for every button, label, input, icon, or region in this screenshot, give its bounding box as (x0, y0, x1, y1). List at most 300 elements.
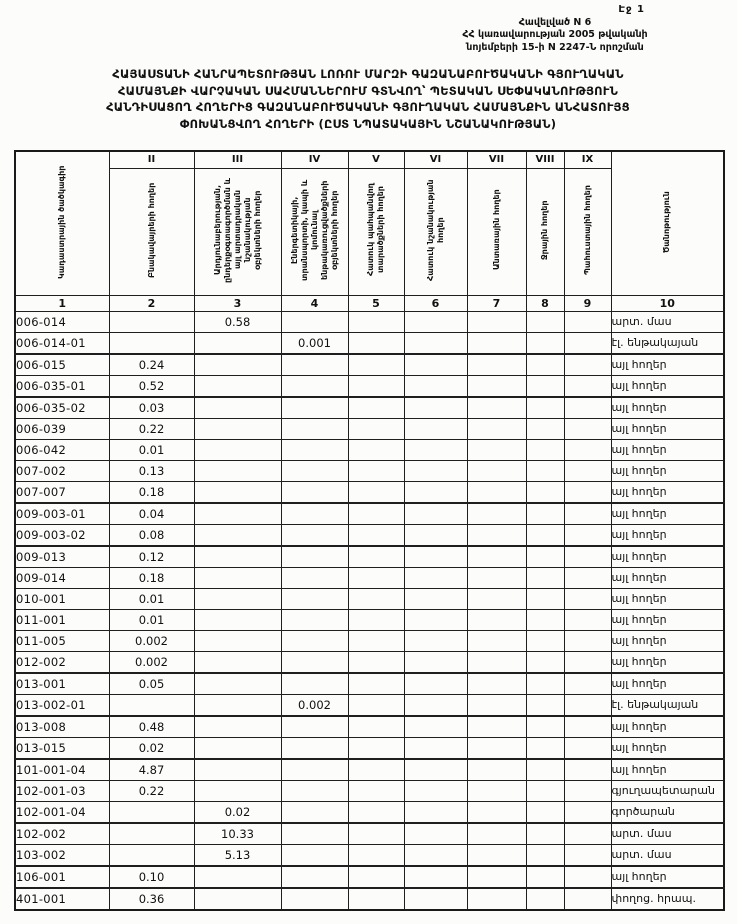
value-cell (281, 461, 348, 482)
value-cell (467, 354, 526, 376)
value-cell (564, 546, 611, 568)
code-cell: 006-042 (15, 440, 109, 461)
value-cell (467, 759, 526, 781)
value-cell (564, 802, 611, 824)
value-cell (404, 631, 467, 652)
value-cell (348, 888, 404, 910)
value-cell (467, 589, 526, 610)
note-cell: այլ հողեր (611, 440, 724, 461)
table-row (15, 482, 724, 504)
annex-block (425, 17, 685, 54)
code-cell: 102-002 (15, 823, 109, 845)
note-cell: այլ հողեր (611, 652, 724, 674)
value-cell: 0.02 (194, 802, 281, 824)
table-row (15, 589, 724, 610)
code-cell: 011-005 (15, 631, 109, 652)
column-label-8 (526, 168, 564, 295)
column-digit-6: 6 (404, 296, 467, 312)
value-cell (194, 503, 281, 525)
note-cell: այլ հողեր (611, 482, 724, 504)
value-cell (194, 610, 281, 631)
table-row (15, 376, 724, 398)
value-cell (404, 589, 467, 610)
value-cell: 0.01 (109, 610, 194, 631)
note-cell: այլ հողեր (611, 759, 724, 781)
value-cell (467, 376, 526, 398)
code-cell: 102-001-04 (15, 802, 109, 824)
value-cell (467, 738, 526, 760)
value-cell (194, 546, 281, 568)
value-cell (526, 440, 564, 461)
value-cell (467, 610, 526, 631)
value-cell (281, 802, 348, 824)
title-line-4: ՓՈԽԱՆՑՎՈՂ ՀՈՂԵՐԻ (ԸՍՏ ՆՊԱՏԱԿԱՅԻՆ ՆՇԱՆԱԿՈՒԹՅԱՆ) (179, 117, 557, 132)
value-cell (564, 845, 611, 867)
value-cell (194, 631, 281, 652)
value-cell (281, 568, 348, 589)
value-cell (404, 568, 467, 589)
column-digit-9: 9 (564, 296, 611, 312)
value-cell (348, 503, 404, 525)
code-cell: 013-008 (15, 716, 109, 738)
value-cell (404, 716, 467, 738)
value-cell (281, 866, 348, 888)
table-row (15, 546, 724, 568)
column-label-4-text: Էներգետիկայի, տրանսպորտի, կապի և կոմունալ ենթակառուցվածքների օբյեկտների հողեր (289, 179, 339, 281)
value-cell (467, 312, 526, 333)
value-cell (281, 312, 348, 333)
code-cell: 009-013 (15, 546, 109, 568)
table-row (15, 397, 724, 419)
value-cell (109, 333, 194, 355)
value-cell: 4.87 (109, 759, 194, 781)
table-row (15, 461, 724, 482)
value-cell: 0.02 (109, 738, 194, 760)
value-cell (467, 866, 526, 888)
code-cell: 106-001 (15, 866, 109, 888)
table-row (15, 354, 724, 376)
value-cell (281, 631, 348, 652)
value-cell (348, 482, 404, 504)
code-cell: 009-003-01 (15, 503, 109, 525)
value-cell (404, 759, 467, 781)
value-cell (404, 354, 467, 376)
value-cell: 5.13 (194, 845, 281, 867)
value-cell (526, 354, 564, 376)
column-label-1-text: Կադաստրային ծածկագիր (57, 165, 67, 279)
value-cell (109, 845, 194, 867)
value-cell: 0.12 (109, 546, 194, 568)
value-cell (526, 888, 564, 910)
value-cell (526, 610, 564, 631)
value-cell (404, 482, 467, 504)
value-cell: 10.33 (194, 823, 281, 845)
column-digit-3: 3 (194, 296, 281, 312)
note-cell: էլ. ենթակայան (611, 333, 724, 355)
table-row (15, 823, 724, 845)
value-cell (404, 652, 467, 674)
value-cell (564, 461, 611, 482)
value-cell: 0.22 (109, 781, 194, 802)
value-cell (348, 759, 404, 781)
value-cell (564, 354, 611, 376)
code-cell: 013-001 (15, 673, 109, 695)
value-cell (194, 866, 281, 888)
note-cell: այլ հողեր (611, 354, 724, 376)
value-cell (348, 461, 404, 482)
note-cell: այլ հողեր (611, 866, 724, 888)
value-cell (404, 525, 467, 547)
value-cell (194, 354, 281, 376)
value-cell (404, 546, 467, 568)
value-cell (348, 589, 404, 610)
value-cell (109, 695, 194, 717)
value-cell (404, 695, 467, 717)
value-cell (194, 376, 281, 398)
title-line-1: ՀԱՅԱՍՏԱՆԻ ՀԱՆՐԱՊԵՏՈՒԹՅԱՆ ԼՈՌՈՒ ՄԱՐԶԻ ԳԱԶԱՆԱԲՈՒԾԱԿԱՆԻ ԳՅՈՒՂԱԿԱՆ (112, 67, 624, 81)
value-cell (281, 482, 348, 504)
column-label-2 (109, 168, 194, 295)
note-cell: այլ հողեր (611, 397, 724, 419)
table-row (15, 802, 724, 824)
value-cell (194, 888, 281, 910)
value-cell (109, 823, 194, 845)
value-cell (564, 716, 611, 738)
value-cell (564, 759, 611, 781)
note-cell: այլ հողեր (611, 376, 724, 398)
value-cell (467, 482, 526, 504)
value-cell (564, 888, 611, 910)
code-cell: 006-014-01 (15, 333, 109, 355)
value-cell (526, 631, 564, 652)
code-cell: 006-014 (15, 312, 109, 333)
value-cell (194, 419, 281, 440)
value-cell (526, 673, 564, 695)
value-cell: 0.01 (109, 589, 194, 610)
column-numeral-7: VII (467, 151, 526, 168)
value-cell (281, 354, 348, 376)
value-cell (348, 440, 404, 461)
value-cell (194, 716, 281, 738)
decree-line-1: ՀՀ կառավարության 2005 թվականի (462, 29, 648, 41)
value-cell (467, 461, 526, 482)
note-cell: այլ հողեր (611, 525, 724, 547)
code-cell: 009-003-02 (15, 525, 109, 547)
value-cell (467, 652, 526, 674)
value-cell (564, 525, 611, 547)
note-cell: արտ. մաս (611, 845, 724, 867)
value-cell (281, 419, 348, 440)
value-cell (404, 738, 467, 760)
column-label-10-text: Ծանոթություն (662, 191, 672, 253)
value-cell (348, 738, 404, 760)
note-cell: այլ հողեր (611, 716, 724, 738)
value-cell (348, 866, 404, 888)
value-cell (526, 376, 564, 398)
annex-label: Հավելված N 6 (518, 17, 592, 28)
column-label-7-text: Անտառային հողեր (491, 189, 501, 271)
column-digit-4: 4 (281, 296, 348, 312)
column-label-10 (611, 151, 724, 296)
value-cell (348, 631, 404, 652)
value-cell (281, 610, 348, 631)
column-digit-7: 7 (467, 296, 526, 312)
column-label-4 (281, 168, 348, 295)
page-number: Էջ 1 (618, 4, 645, 15)
value-cell (348, 716, 404, 738)
table-row (15, 845, 724, 867)
value-cell (404, 866, 467, 888)
column-label-6 (404, 168, 467, 295)
value-cell (348, 823, 404, 845)
note-cell: այլ հողեր (611, 610, 724, 631)
column-label-3 (194, 168, 281, 295)
value-cell (194, 333, 281, 355)
value-cell (404, 823, 467, 845)
value-cell (564, 673, 611, 695)
value-cell (404, 397, 467, 419)
column-label-6-text: Հատուկ նշանակության հողեր (425, 179, 445, 281)
table-row (15, 610, 724, 631)
value-cell (281, 503, 348, 525)
value-cell: 0.48 (109, 716, 194, 738)
title-line-3: ՀԱՆԴԻՍԱՑՈՂ ՀՈՂԵՐԻՑ ԳԱԶԱՆԱԲՈՒԾԱԿԱՆԻ ԳՅՈՒՂԱԿԱՆ ՀԱՄԱՅՆՔԻՆ ԱՆՀԱՏՈՒՅՑ (106, 100, 630, 115)
value-cell (467, 568, 526, 589)
value-cell (281, 845, 348, 867)
column-digit-2: 2 (109, 296, 194, 312)
value-cell: 0.002 (109, 631, 194, 652)
value-cell (526, 823, 564, 845)
value-cell (281, 888, 348, 910)
value-cell (564, 866, 611, 888)
value-cell (526, 759, 564, 781)
note-cell: այլ հողեր (611, 673, 724, 695)
value-cell (109, 312, 194, 333)
value-cell (348, 673, 404, 695)
column-label-5 (348, 168, 404, 295)
value-cell (281, 397, 348, 419)
column-numeral-8: VIII (526, 151, 564, 168)
value-cell (526, 866, 564, 888)
value-cell (281, 652, 348, 674)
value-cell (564, 312, 611, 333)
value-cell (467, 673, 526, 695)
code-cell: 007-007 (15, 482, 109, 504)
value-cell (467, 845, 526, 867)
value-cell (467, 823, 526, 845)
value-cell (526, 503, 564, 525)
note-cell: այլ հողեր (611, 589, 724, 610)
value-cell (109, 802, 194, 824)
table-row (15, 759, 724, 781)
value-cell (194, 589, 281, 610)
value-cell: 0.001 (281, 333, 348, 355)
code-cell: 006-035-01 (15, 376, 109, 398)
value-cell (564, 397, 611, 419)
code-cell: 011-001 (15, 610, 109, 631)
value-cell (564, 823, 611, 845)
note-cell: գյուղապետարան (611, 781, 724, 802)
table-row (15, 888, 724, 910)
note-cell: փողոց. հրապ. (611, 888, 724, 910)
value-cell (526, 482, 564, 504)
table-row (15, 503, 724, 525)
note-cell: այլ հողեր (611, 503, 724, 525)
value-cell (467, 397, 526, 419)
title-line-2: ՀԱՄԱՅՆՔԻ ՎԱՐՉԱԿԱՆ ՍԱՀՄԱՆՆԵՐՈՒՄ ԳՏՆՎՈՂ՝ ՊԵՏԱԿԱՆ ՍԵՓԱԿԱՆՈՒԹՅՈՒՆ (118, 83, 618, 98)
value-cell (281, 738, 348, 760)
column-label-2-text: Բնակավայրերի հողեր (146, 182, 156, 278)
value-cell (404, 802, 467, 824)
value-cell: 0.18 (109, 482, 194, 504)
value-cell (564, 440, 611, 461)
value-cell (194, 738, 281, 760)
value-cell (194, 482, 281, 504)
value-cell (467, 546, 526, 568)
value-cell (564, 781, 611, 802)
value-cell (467, 631, 526, 652)
value-cell (194, 461, 281, 482)
value-cell (281, 673, 348, 695)
value-cell: 0.04 (109, 503, 194, 525)
value-cell: 0.08 (109, 525, 194, 547)
code-cell: 010-001 (15, 589, 109, 610)
value-cell (281, 546, 348, 568)
value-cell (348, 652, 404, 674)
value-cell (348, 802, 404, 824)
code-cell: 007-002 (15, 461, 109, 482)
value-cell (526, 695, 564, 717)
value-cell: 0.10 (109, 866, 194, 888)
column-numeral-5: V (348, 151, 404, 168)
value-cell (194, 673, 281, 695)
value-cell (348, 610, 404, 631)
value-cell (564, 482, 611, 504)
value-cell (526, 461, 564, 482)
value-cell (348, 419, 404, 440)
value-cell: 0.01 (109, 440, 194, 461)
value-cell: 0.24 (109, 354, 194, 376)
column-numeral-2: II (109, 151, 194, 168)
value-cell (526, 845, 564, 867)
table-row (15, 568, 724, 589)
table-row (15, 738, 724, 760)
value-cell (564, 738, 611, 760)
value-cell (404, 610, 467, 631)
value-cell (526, 738, 564, 760)
value-cell (526, 312, 564, 333)
document-title (38, 66, 698, 133)
value-cell (467, 695, 526, 717)
value-cell (467, 888, 526, 910)
value-cell (348, 397, 404, 419)
value-cell (526, 546, 564, 568)
value-cell (348, 525, 404, 547)
value-cell (194, 568, 281, 589)
value-cell (467, 440, 526, 461)
value-cell (526, 781, 564, 802)
table-row (15, 525, 724, 547)
code-cell: 102-001-03 (15, 781, 109, 802)
value-cell: 0.03 (109, 397, 194, 419)
code-cell: 101-001-04 (15, 759, 109, 781)
value-cell (564, 695, 611, 717)
value-cell: 0.002 (281, 695, 348, 717)
code-cell: 006-015 (15, 354, 109, 376)
value-cell (348, 695, 404, 717)
value-cell (404, 333, 467, 355)
table-row (15, 419, 724, 440)
value-cell (281, 759, 348, 781)
value-cell (348, 781, 404, 802)
note-cell: էլ. ենթակայան (611, 695, 724, 717)
value-cell: 0.58 (194, 312, 281, 333)
value-cell (564, 652, 611, 674)
value-cell (194, 695, 281, 717)
value-cell (404, 440, 467, 461)
value-cell (404, 888, 467, 910)
value-cell: 0.22 (109, 419, 194, 440)
table-row (15, 673, 724, 695)
value-cell: 0.36 (109, 888, 194, 910)
value-cell: 0.05 (109, 673, 194, 695)
note-cell: այլ հողեր (611, 419, 724, 440)
note-cell: այլ հողեր (611, 738, 724, 760)
value-cell (194, 759, 281, 781)
value-cell (348, 376, 404, 398)
code-cell: 013-002-01 (15, 695, 109, 717)
code-cell: 013-015 (15, 738, 109, 760)
note-cell: այլ հողեր (611, 461, 724, 482)
value-cell (564, 631, 611, 652)
value-cell (348, 354, 404, 376)
value-cell (281, 440, 348, 461)
value-cell (404, 419, 467, 440)
value-cell (526, 333, 564, 355)
column-digit-5: 5 (348, 296, 404, 312)
value-cell (526, 525, 564, 547)
value-cell (281, 525, 348, 547)
value-cell (194, 440, 281, 461)
column-label-8-text: Ջրային հողեր (540, 200, 549, 260)
table-row (15, 333, 724, 355)
code-cell: 012-002 (15, 652, 109, 674)
value-cell: 0.52 (109, 376, 194, 398)
value-cell (526, 652, 564, 674)
value-cell: 0.13 (109, 461, 194, 482)
column-label-1 (15, 151, 109, 296)
value-cell (404, 461, 467, 482)
value-cell (404, 503, 467, 525)
value-cell (281, 376, 348, 398)
decree-line-2: նոյեմբերի 15-ի N 2247-Ն որոշման (466, 41, 644, 53)
value-cell (467, 716, 526, 738)
code-cell: 006-039 (15, 419, 109, 440)
value-cell: 0.18 (109, 568, 194, 589)
table-row (15, 781, 724, 802)
column-label-5-text: Հատուկ պահպանվող տարածքների հողեր (366, 183, 385, 277)
column-label-9 (564, 168, 611, 295)
value-cell (467, 419, 526, 440)
value-cell (281, 781, 348, 802)
column-numeral-9: IX (564, 151, 611, 168)
value-cell (467, 333, 526, 355)
value-cell: 0.002 (109, 652, 194, 674)
column-numeral-3: III (194, 151, 281, 168)
value-cell (348, 568, 404, 589)
value-cell (194, 525, 281, 547)
code-cell: 006-035-02 (15, 397, 109, 419)
